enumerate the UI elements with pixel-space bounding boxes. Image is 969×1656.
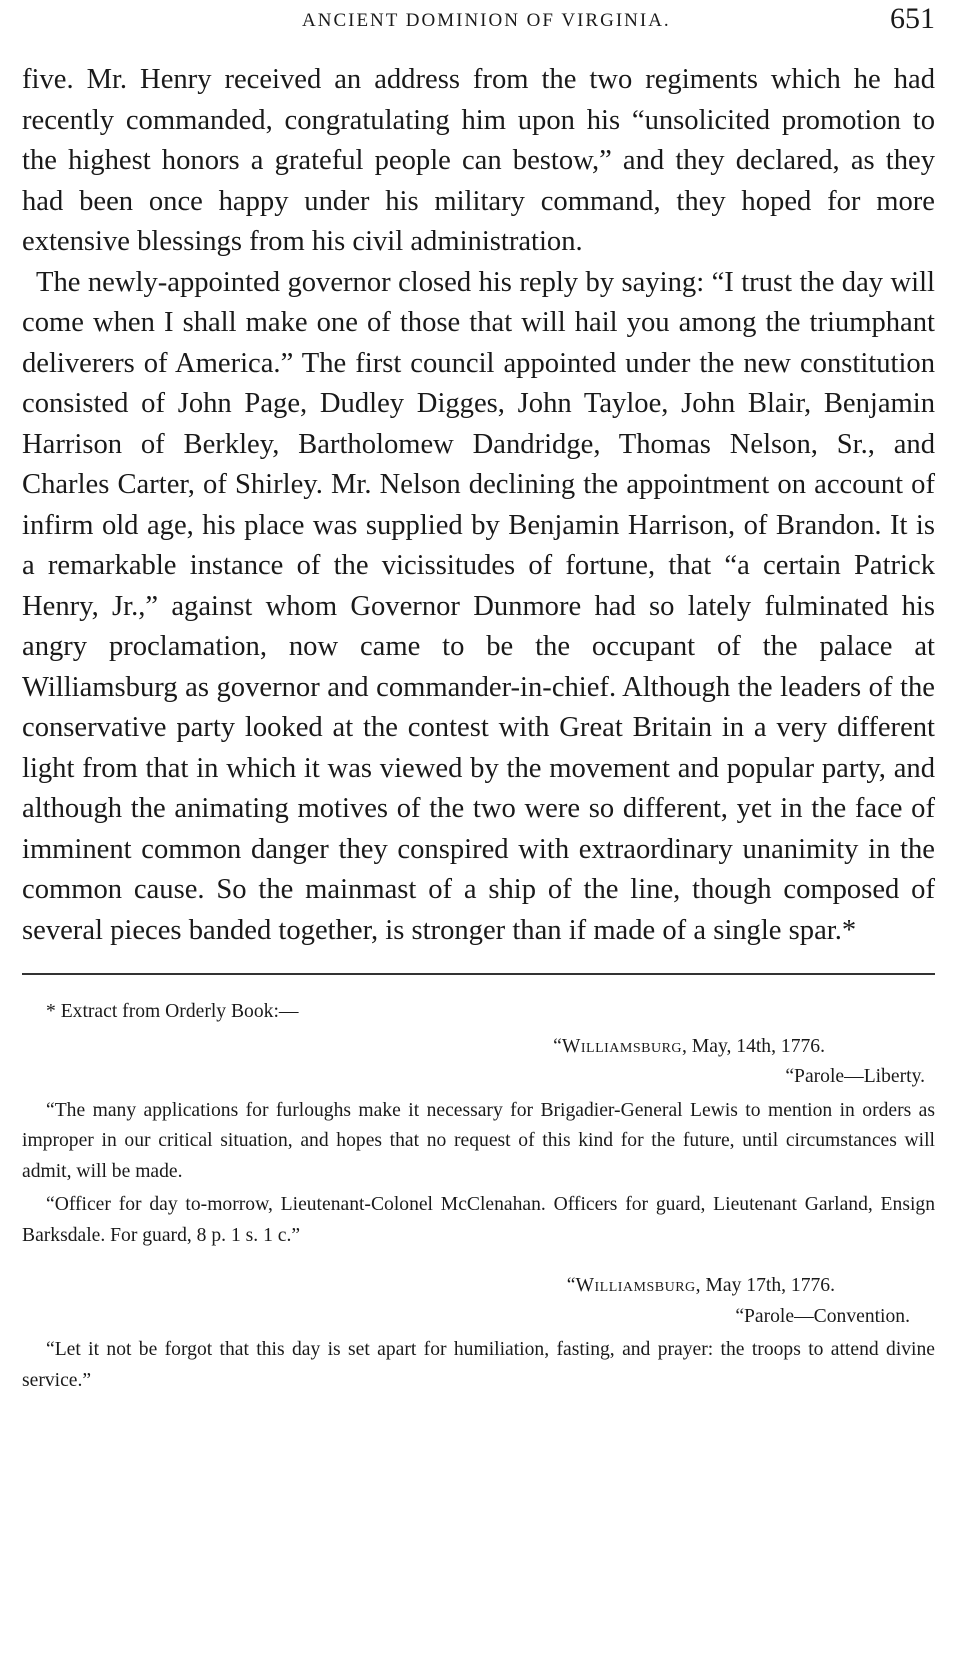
dateline — [22, 1032, 935, 1063]
running-head — [22, 0, 935, 60]
dateline-prefix: “ — [553, 1035, 562, 1057]
dateline-place: Williamsburg — [575, 1275, 696, 1296]
paragraph: The newly-appointed governor closed his reply by saying: “I trust the day will come when I shall make one of those that will hail you among the triumphant deliverers of America.” The first council appointed under the new constitution consisted of John Page, Dudley Digges, John Tayloe, John Blair, Benjamin Harrison of Berkley, Bartholomew Dandridge, Thomas Nelson, Sr., and Charles Carter, of Shirley. Mr. Nelson declining the appointment on account of infirm old age, his place was supplied by Benjamin Harrison, of Brandon. It is a remarkable instance of the vicissitudes of fortune, that “a certain Patrick Henry, Jr.,” against whom Governor Dunmore had so lately fulminated his angry proclamation, now came to be the occupant of the palace at Williamsburg as governor and commander-in-chief. Although the leaders of the conservative party looked at the contest with Great Britain in a very different light from that in which it was viewed by the movement and popular party, and although the animating motives of the two were so different, yet in the face of imminent common danger they conspired with extraordinary unanimity in the common cause. So the mainmast of a ship of the line, though composed of several pieces banded together, is stronger than if made of a single spar.* — [22, 266, 935, 946]
body-text — [22, 60, 935, 951]
document-page — [22, 0, 935, 1656]
order-paragraph: “Let it not be forgot that this day is set apart for humiliation, fasting, and prayer: the troops to attend divine service.” — [22, 1339, 935, 1391]
order-paragraph: “The many applications for furloughs make it necessary for Brigadier-General Lewis to mention in orders as improper in our critical situation, and hopes that no request of this kind for the future, until circumstances will admit, will be made. — [22, 1099, 935, 1182]
order-paragraph: “Officer for day to-morrow, Lieutenant-Colonel McClenahan. Officers for guard, Lieutenant Garland, Ensign Barksdale. For guard, 8 p. 1 s. 1 c.” — [22, 1194, 935, 1246]
dateline-place: Williamsburg — [561, 1035, 683, 1057]
dateline-prefix: “ — [566, 1275, 576, 1296]
paragraph-continued: five. Mr. Henry received an address from the two regiments which he had recently commanded, congratulating him upon his “unsolicited promotion to the highest honors a grateful people can bestow,” and they declared, as they had been once happy under his military command, they hoped for more extensive blessings from his civil administration. — [22, 64, 935, 257]
footnote — [22, 997, 935, 1396]
dateline-date: , May, 14th, 1776. — [682, 1035, 825, 1057]
running-title: ANCIENT DOMINION OF VIRGINIA. — [302, 10, 671, 31]
dateline — [22, 1271, 935, 1302]
page-number: 651 — [890, 2, 935, 35]
footnote-divider — [22, 973, 935, 975]
parole: “Parole—Convention. — [735, 1305, 910, 1327]
footnote-intro: * Extract from Orderly Book:— — [46, 1001, 299, 1022]
dateline-date: , May 17th, 1776. — [695, 1275, 835, 1296]
parole: “Parole—Liberty. — [785, 1066, 925, 1087]
